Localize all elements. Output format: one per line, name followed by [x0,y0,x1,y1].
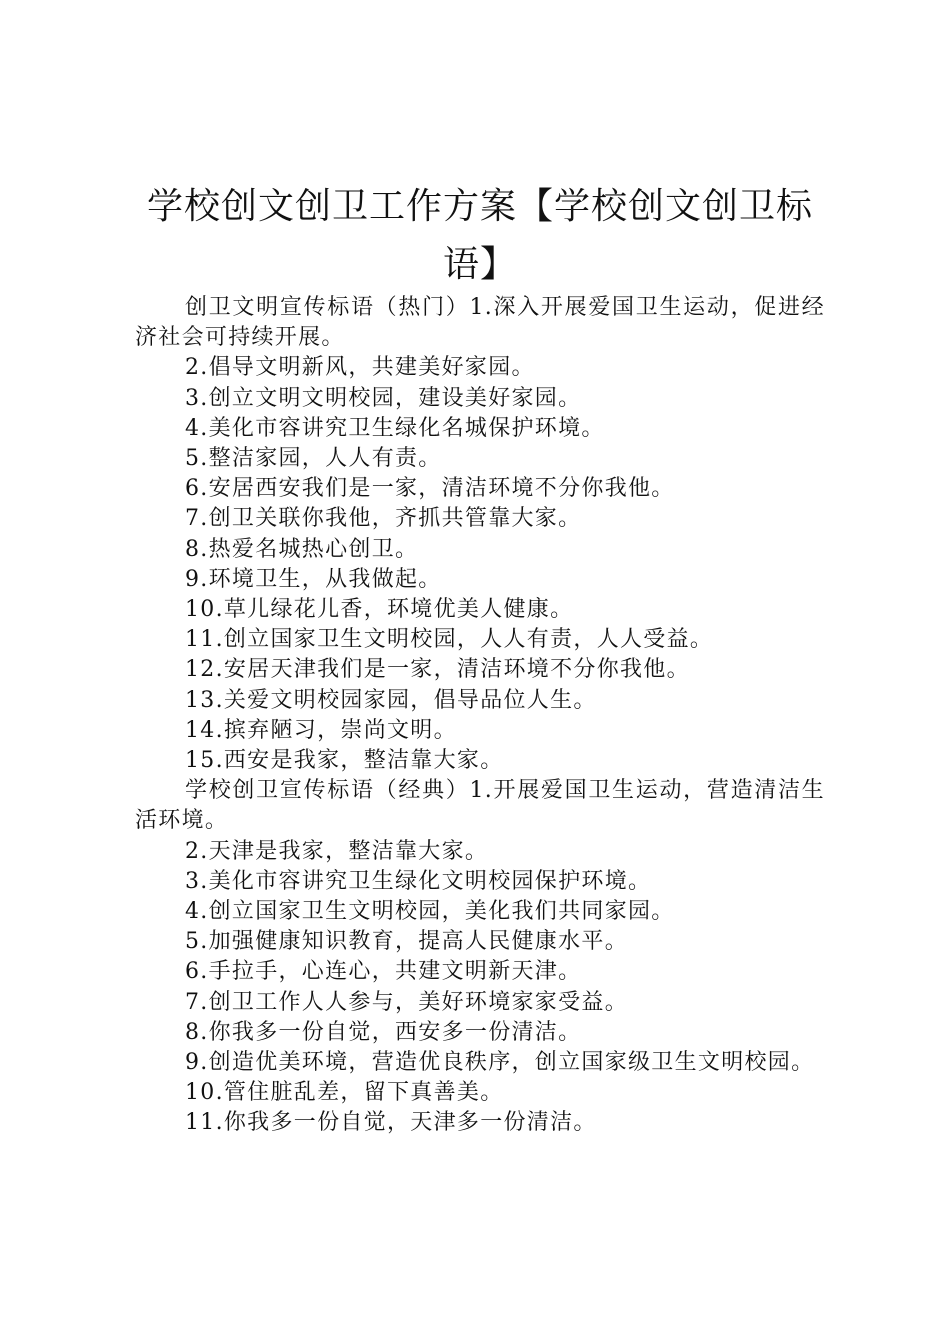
paragraph: 创卫文明宣传标语（热门）1.深入开展爱国卫生运动，促进经济社会可持续开展。 [135,295,825,351]
paragraph: 14.摈弃陋习，崇尚文明。 [185,717,457,743]
paragraph: 2.天津是我家，整洁靠大家。 [185,838,489,864]
paragraph: 8.你我多一份自觉，西安多一份清洁。 [185,1019,582,1045]
paragraph: 4.美化市容讲究卫生绿化名城保护环境。 [185,415,605,441]
paragraph: 8.热爱名城热心创卫。 [185,536,419,562]
paragraph: 5.整洁家园，人人有责。 [185,446,442,472]
paragraph: 13.关爱文明校园家园，倡导品位人生。 [185,687,597,713]
document-title: 学校创文创卫工作方案【学校创文创卫标语】 [146,186,813,285]
paragraph: 4.创立国家卫生文明校园，美化我们共同家园。 [185,899,675,925]
paragraph: 12.安居天津我们是一家，清洁环境不分你我他。 [185,657,690,683]
paragraph: 学校创卫宣传标语（经典）1.开展爱国卫生运动，营造清洁生活环境。 [135,778,825,834]
paragraph: 7.创卫工作人人参与，美好环境家家受益。 [185,989,628,1015]
paragraph: 3.创立文明文明校园，建设美好家园。 [185,385,582,411]
paragraph: 2.倡导文明新风，共建美好家园。 [185,355,535,381]
paragraph: 5.加强健康知识教育，提高人民健康水平。 [185,929,628,955]
paragraph: 9.环境卫生，从我做起。 [185,566,442,592]
paragraph: 7.创卫关联你我他，齐抓共管靠大家。 [185,506,582,532]
paragraph: 6.安居西安我们是一家，清洁环境不分你我他。 [185,476,675,502]
paragraph: 6.手拉手，心连心，共建文明新天津。 [185,959,582,985]
paragraph: 11.你我多一份自觉，天津多一份清洁。 [185,1110,597,1136]
paragraph: 3.美化市容讲究卫生绿化文明校园保护环境。 [185,868,652,894]
document-body [135,293,825,1139]
paragraph: 10.草儿绿花儿香，环境优美人健康。 [185,597,574,623]
paragraph: 9.创造优美环境，营造优良秩序，创立国家级卫生文明校园。 [185,1050,815,1076]
paragraph: 15.西安是我家，整洁靠大家。 [185,748,504,774]
paragraph: 11.创立国家卫生文明校园，人人有责，人人受益。 [185,627,714,653]
paragraph: 10.管住脏乱差，留下真善美。 [185,1080,504,1106]
